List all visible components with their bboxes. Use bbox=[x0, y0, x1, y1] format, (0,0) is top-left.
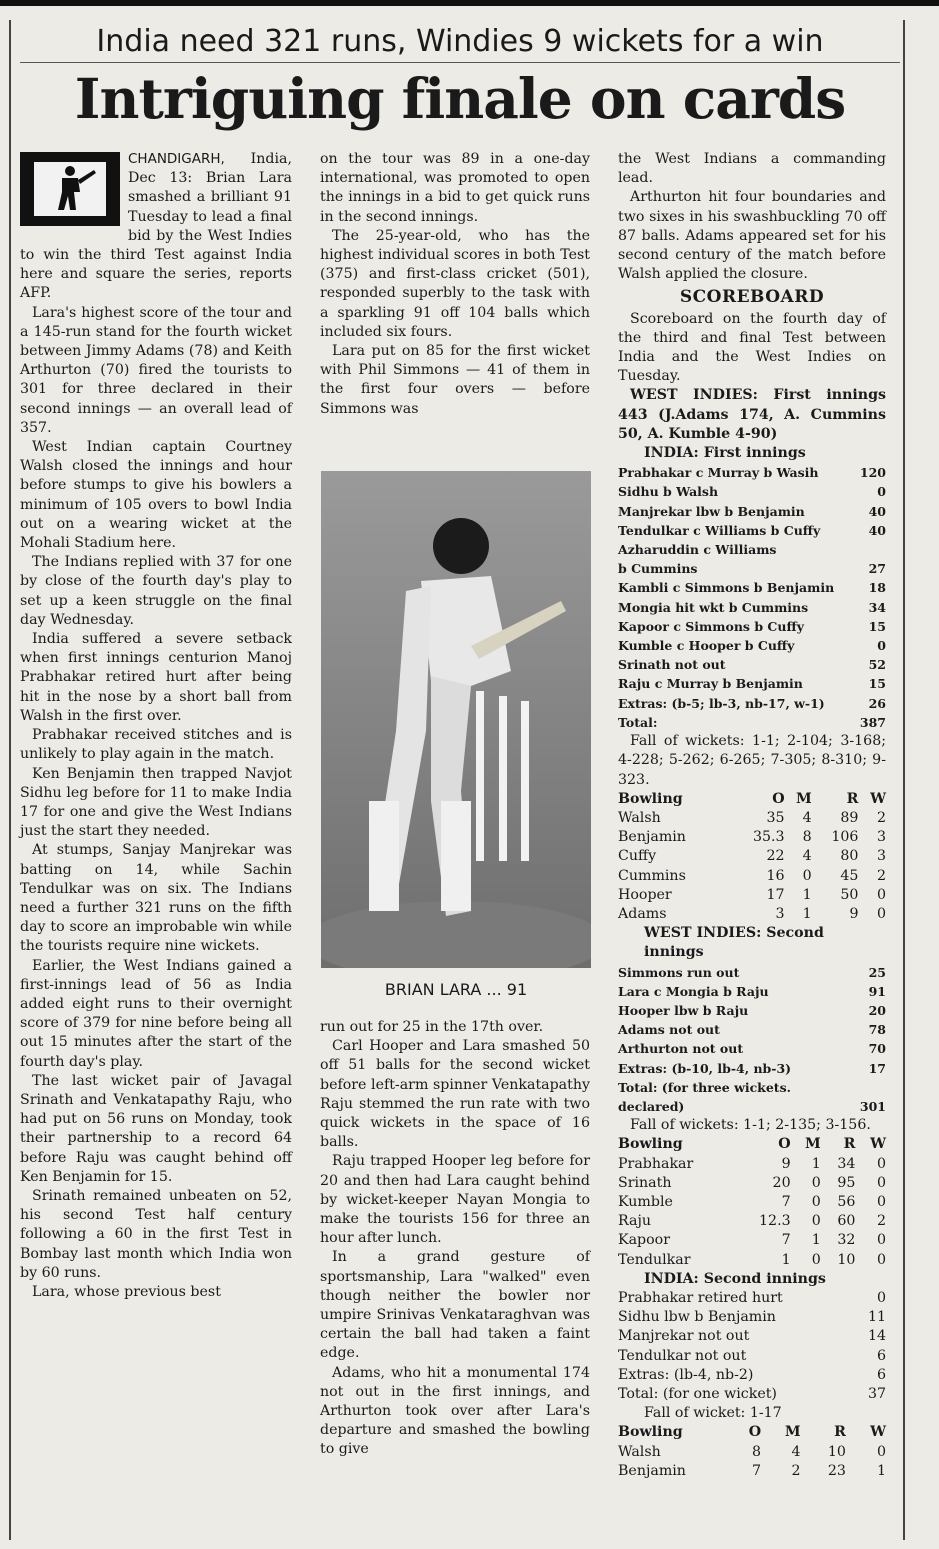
bowling-cell: 1 bbox=[811, 1232, 821, 1249]
bowling-cell: 0 bbox=[876, 1193, 886, 1210]
fall-of-wickets: Fall of wickets: 1-1; 2-104; 3-168; 4-228; 5-262; 6-265; 7-305; 8-310; 9-323. bbox=[618, 733, 886, 788]
section-logo bbox=[20, 152, 120, 226]
runs: 20 bbox=[868, 1002, 886, 1018]
batting-row bbox=[618, 674, 886, 693]
bowling-cell: 22 bbox=[766, 848, 785, 865]
paragraph: Earlier, the West Indians gained a first-innings lead of 56 as India added eight runs to their overnight score of 379 for nine before being all out 15 minutes after the start of the fourth day's play. bbox=[20, 957, 292, 1070]
batting-row bbox=[618, 1001, 886, 1020]
bowling-cell: 1 bbox=[802, 886, 812, 903]
paragraph: Arthurton hit four boundaries and two sixes in his swashbuckling 70 off 87 balls. Adams appeared set for his second century of the match before Walsh applied the closure. bbox=[618, 189, 886, 283]
dateline: CHANDIGARH, bbox=[128, 151, 225, 167]
bowling-row bbox=[618, 1174, 886, 1193]
batsman-entry: Azharuddin c Williams bbox=[618, 542, 777, 558]
runs: 15 bbox=[868, 618, 886, 634]
batsman-entry: declared) bbox=[618, 1098, 685, 1114]
batting-row bbox=[618, 482, 886, 501]
bowling-cell: 17 bbox=[766, 886, 785, 903]
paragraph: Lara put on 85 for the first wicket with Phil Simmons — 41 of them in the first four overs — before Simmons was bbox=[320, 343, 590, 417]
runs: 25 bbox=[868, 964, 886, 980]
bowling-row bbox=[618, 828, 886, 847]
runs: 17 bbox=[868, 1060, 886, 1076]
batting-row bbox=[618, 1308, 886, 1327]
wi-bowling-table-2 bbox=[618, 1423, 886, 1481]
bowling-cell: 34 bbox=[837, 1155, 856, 1172]
paragraph: West Indian captain Courtney Walsh closed the innings and hour before stumps to give his bowlers a minimum of 105 overs to bowl India out on a wearing wicket at the Mohali Stadium here. bbox=[20, 439, 292, 552]
paragraph: Srinath remained unbeaten on 52, his second Test half century following a 60 in the first Test in Bombay last month which India won by 60 runs. bbox=[20, 1187, 292, 1281]
bowling-row bbox=[618, 1193, 886, 1212]
batsman-entry: Total: bbox=[618, 714, 658, 730]
bowling-cell: 1 bbox=[802, 905, 812, 922]
batsman-entry: Srinath not out bbox=[618, 657, 726, 673]
runs: 15 bbox=[868, 676, 886, 692]
batsman-entry: Manjrekar lbw b Benjamin bbox=[618, 503, 805, 519]
article-column-3 bbox=[618, 150, 886, 1481]
bowling-row bbox=[618, 1251, 886, 1270]
bowling-row bbox=[618, 847, 886, 866]
batsman-entry: b Cummins bbox=[618, 561, 698, 577]
batting-row bbox=[618, 1078, 886, 1097]
bowling-cell: 8 bbox=[752, 1443, 762, 1460]
bowling-cell: 106 bbox=[831, 829, 859, 846]
paragraph: The Indians replied with 37 for one by close of the fourth day's play to set up a keen struggle on the final day Wednesday. bbox=[20, 554, 292, 628]
top-rule bbox=[0, 0, 939, 6]
batsman-entry: Extras: (b-10, lb-4, nb-3) bbox=[618, 1060, 792, 1076]
bowling-cell: Cuffy bbox=[618, 848, 657, 865]
ind-second-innings-title: INDIA: Second innings bbox=[644, 1270, 826, 1287]
bowling-cell: 0 bbox=[811, 1193, 821, 1210]
kicker-divider bbox=[20, 62, 900, 63]
photo-caption: BRIAN LARA ... 91 bbox=[384, 980, 528, 999]
runs: 0 bbox=[877, 484, 886, 500]
bowling-cell: 35 bbox=[766, 809, 785, 826]
batting-row bbox=[618, 598, 886, 617]
batting-row bbox=[618, 540, 886, 559]
runs: 11 bbox=[867, 1309, 886, 1326]
batsman-entry: Kambli c Simmons b Benjamin bbox=[618, 580, 835, 596]
bowling-cell: Kumble bbox=[618, 1193, 673, 1210]
batting-row bbox=[618, 578, 886, 597]
batsman-entry: Kumble c Hooper b Cuffy bbox=[618, 638, 795, 654]
bowling-cell: 80 bbox=[840, 848, 859, 865]
batting-row bbox=[618, 1327, 886, 1346]
ind-second-innings-card bbox=[618, 1289, 886, 1404]
bowling-header-cell: M bbox=[795, 790, 812, 807]
bowling-row bbox=[618, 809, 886, 828]
bowling-cell: 45 bbox=[840, 867, 859, 884]
wi-second-innings-title: WEST INDIES: Second innings bbox=[644, 925, 824, 961]
bowling-cell: 4 bbox=[802, 848, 812, 865]
bowling-header-cell: W bbox=[870, 1136, 886, 1153]
paragraph: India, Dec 13: Brian Lara smashed a brilliant 91 Tuesday to lead a final bid by the West Indies to win the third Test against India here and square the series, reports AFP. bbox=[20, 151, 292, 302]
bowling-cell: 16 bbox=[766, 867, 785, 884]
batsman-photo-illustration bbox=[321, 471, 591, 968]
bowling-cell: Cummins bbox=[618, 867, 686, 884]
batting-row bbox=[618, 1347, 886, 1366]
batsman-entry: Simmons run out bbox=[618, 964, 740, 980]
bowling-cell: Raju bbox=[618, 1213, 652, 1230]
runs: 6 bbox=[876, 1366, 886, 1383]
ind-first-innings-title: INDIA: First innings bbox=[644, 445, 806, 462]
runs: 40 bbox=[868, 503, 886, 519]
fall-of-wickets: Fall of wickets: 1-1; 2-135; 3-156. bbox=[630, 1117, 871, 1134]
runs: 0 bbox=[876, 1289, 886, 1306]
batting-row bbox=[618, 1039, 886, 1058]
bowling-cell: Walsh bbox=[618, 1443, 661, 1460]
runs: 301 bbox=[859, 1098, 886, 1114]
batsman-entry: Raju c Murray b Benjamin bbox=[618, 676, 803, 692]
bowling-header-row bbox=[618, 790, 886, 809]
paragraph: Prabhakar received stitches and is unlikely to play again in the match. bbox=[20, 727, 292, 763]
batting-row bbox=[618, 559, 886, 578]
batsman-entry: Manjrekar not out bbox=[618, 1328, 750, 1345]
bowling-cell: 95 bbox=[837, 1174, 856, 1191]
batsman-entry: Tendulkar c Williams b Cuffy bbox=[618, 522, 821, 538]
bowling-cell: 0 bbox=[876, 1251, 886, 1268]
bowling-cell: 50 bbox=[840, 886, 859, 903]
bowling-row bbox=[618, 867, 886, 886]
batting-row bbox=[618, 1097, 886, 1116]
bowling-cell: Benjamin bbox=[618, 829, 686, 846]
bowling-cell: 7 bbox=[781, 1232, 791, 1249]
bowling-cell: 60 bbox=[837, 1213, 856, 1230]
bowling-cell: 9 bbox=[781, 1155, 791, 1172]
bowling-cell: 2 bbox=[791, 1462, 801, 1479]
bowling-cell: 2 bbox=[876, 809, 886, 826]
runs: 70 bbox=[868, 1041, 886, 1057]
bowling-header-cell: O bbox=[772, 790, 785, 807]
bowling-cell: 0 bbox=[876, 905, 886, 922]
kicker: India need 321 runs, Windies 9 wickets for a win bbox=[96, 24, 824, 59]
paragraph: The 25-year-old, who has the highest individual scores in both Test (375) and first-class cricket (501), responded superbly to the task with a sparkling 91 off 104 balls which included six fours. bbox=[320, 227, 590, 340]
bowling-cell: 35.3 bbox=[752, 829, 785, 846]
bowling-header-row bbox=[618, 1135, 886, 1154]
batsman-entry: Hooper lbw b Raju bbox=[618, 1002, 749, 1018]
article-column-1 bbox=[20, 150, 292, 1302]
wi-first-innings: WEST INDIES: First innings 443 (J.Adams 174, A. Cummins 50, A. Kumble 4-90) bbox=[618, 387, 886, 442]
bowling-cell: 9 bbox=[849, 905, 859, 922]
runs: 52 bbox=[868, 657, 886, 673]
article-column-2 bbox=[320, 150, 590, 419]
paragraph: The last wicket pair of Javagal Srinath and Venkatapathy Raju, who had put on 56 runs on Monday, took their partnership to a record 64 before Raju was caught behind off Ken Benjamin for 15. bbox=[20, 1072, 292, 1185]
bowling-cell: 0 bbox=[876, 1174, 886, 1191]
paragraph: Raju trapped Hooper leg before for 20 and then had Lara caught behind by wicket-keeper Nayan Mongia to make the tourists 156 for three an hour after lunch. bbox=[320, 1153, 590, 1247]
bowling-header-cell: O bbox=[778, 1136, 791, 1153]
bowling-header-cell: W bbox=[870, 790, 886, 807]
bowling-row bbox=[618, 886, 886, 905]
cricket-batsman-icon bbox=[34, 162, 106, 216]
runs: 26 bbox=[868, 695, 886, 711]
wi-bowling-table bbox=[618, 790, 886, 924]
batsman-entry: Adams not out bbox=[618, 1022, 720, 1038]
paragraph: Ken Benjamin then trapped Navjot Sidhu leg before for 11 to make India 17 for one and give the West Indians just the start they needed. bbox=[20, 765, 292, 840]
bowling-cell: 56 bbox=[837, 1193, 856, 1210]
batting-row bbox=[618, 713, 886, 732]
paragraph: Adams, who hit a monumental 174 not out in the first innings, and Arthurton took over after Lara's departure and smashed the bowling to give bbox=[320, 1364, 590, 1458]
bowling-cell: Walsh bbox=[618, 809, 661, 826]
ind-first-innings-card bbox=[618, 463, 886, 732]
bowling-cell: 10 bbox=[827, 1443, 846, 1460]
bowling-cell: 89 bbox=[840, 809, 859, 826]
bowling-cell: Adams bbox=[618, 905, 667, 922]
bowling-header-row bbox=[618, 1423, 886, 1442]
batsman-entry: Mongia hit wkt b Cummins bbox=[618, 599, 809, 615]
fall-of-wickets: Fall of wicket: 1-17 bbox=[644, 1405, 782, 1422]
batsman-entry: Kapoor c Simmons b Cuffy bbox=[618, 618, 804, 634]
runs: 387 bbox=[859, 714, 886, 730]
bowling-header-cell: O bbox=[748, 1424, 762, 1441]
bowling-cell: 1 bbox=[811, 1155, 821, 1172]
bowling-cell: 0 bbox=[876, 886, 886, 903]
photo-brian-lara bbox=[321, 471, 591, 968]
batsman-entry: Extras: (b-5; lb-3, nb-17, w-1) bbox=[618, 695, 825, 711]
bowling-cell: Srinath bbox=[618, 1174, 672, 1191]
bowling-cell: 1 bbox=[876, 1462, 886, 1479]
bowling-cell: 2 bbox=[876, 867, 886, 884]
bowling-cell: 8 bbox=[802, 829, 812, 846]
runs: 0 bbox=[877, 638, 886, 654]
paragraph: At stumps, Sanjay Manjrekar was batting on 14, while Sachin Tendulkar was on six. The Indians need a further 321 runs on the fifth day to score an improbable win while the tourists require nine wickets. bbox=[20, 842, 292, 955]
bowling-cell: 0 bbox=[811, 1251, 821, 1268]
bowling-cell: 1 bbox=[781, 1251, 791, 1268]
batsman-entry: Tendulkar not out bbox=[618, 1347, 747, 1364]
bowling-header-cell: R bbox=[834, 1424, 846, 1441]
batsman-entry: Total: (for one wicket) bbox=[618, 1386, 777, 1402]
batting-row bbox=[618, 1020, 886, 1039]
batsman-entry: Sidhu lbw b Benjamin bbox=[618, 1309, 776, 1326]
batting-row bbox=[618, 502, 886, 521]
bowling-cell: Kapoor bbox=[618, 1232, 671, 1249]
article-column-2-continued bbox=[320, 1018, 590, 1460]
wi-second-innings-card bbox=[618, 963, 886, 1117]
left-column-rule bbox=[9, 20, 11, 1540]
batting-row bbox=[618, 655, 886, 674]
bowling-row bbox=[618, 1443, 886, 1462]
batsman-entry: Arthurton not out bbox=[618, 1041, 744, 1057]
paragraph: Carl Hooper and Lara smashed 50 off 51 balls for the second wicket before left-arm spinner Venkatapathy Raju stemmed the run rate with two quick wickets in the space of 16 balls. bbox=[320, 1038, 590, 1151]
runs: 27 bbox=[868, 561, 886, 577]
runs: 78 bbox=[868, 1022, 886, 1038]
bowling-row bbox=[618, 1462, 886, 1481]
runs: 6 bbox=[876, 1347, 886, 1364]
runs: 34 bbox=[868, 599, 886, 615]
bowling-cell: 23 bbox=[827, 1462, 846, 1479]
bowling-header-cell: R bbox=[843, 1136, 856, 1153]
bowling-cell: 7 bbox=[752, 1462, 762, 1479]
bowling-header-cell: W bbox=[870, 1424, 886, 1441]
bowling-cell: 3 bbox=[775, 905, 785, 922]
bowling-cell: 3 bbox=[876, 829, 886, 846]
batting-row bbox=[618, 1059, 886, 1078]
bowling-cell: 10 bbox=[837, 1251, 856, 1268]
bowling-header-cell: Bowling bbox=[618, 1424, 683, 1441]
runs: 37 bbox=[867, 1386, 886, 1402]
bowling-cell: 2 bbox=[876, 1213, 886, 1230]
batsman-entry: Prabhakar retired hurt bbox=[618, 1289, 783, 1306]
bowling-cell: 0 bbox=[876, 1232, 886, 1249]
bowling-header-cell: M bbox=[784, 1424, 801, 1441]
headline: Intriguing finale on cards bbox=[74, 66, 846, 131]
bowling-cell: Tendulkar bbox=[618, 1251, 691, 1268]
runs: 14 bbox=[867, 1328, 886, 1345]
batsman-entry: Extras: (lb-4, nb-2) bbox=[618, 1366, 754, 1383]
scoreboard-title: SCOREBOARD bbox=[679, 287, 825, 308]
batsman-entry: Total: (for three wickets. bbox=[618, 1079, 791, 1095]
paragraph: India suffered a severe setback when first innings centurion Manoj Prabhakar retired hurt after being hit in the nose by a short ball from Walsh in the first over. bbox=[20, 631, 292, 724]
bowling-cell: 0 bbox=[802, 867, 812, 884]
bowling-cell: Prabhakar bbox=[618, 1155, 694, 1172]
batting-row bbox=[618, 1385, 886, 1404]
bowling-cell: 0 bbox=[811, 1174, 821, 1191]
bowling-row bbox=[618, 905, 886, 924]
runs: 18 bbox=[868, 580, 886, 596]
batting-row bbox=[618, 694, 886, 713]
paragraph: on the tour was 89 in a one-day international, was promoted to open the innings in a bid to get quick runs in the second innings. bbox=[320, 151, 590, 225]
scoreboard-intro: Scoreboard on the fourth day of the third and final Test between India and the West Indies on Tuesday. bbox=[618, 310, 886, 385]
bowling-cell: 12.3 bbox=[759, 1213, 791, 1230]
runs: 40 bbox=[868, 522, 886, 538]
bowling-header-cell: Bowling bbox=[618, 1136, 683, 1153]
right-column-rule bbox=[903, 20, 905, 1540]
batting-row bbox=[618, 617, 886, 636]
batting-row bbox=[618, 963, 886, 982]
bowling-cell: 4 bbox=[802, 809, 812, 826]
paragraph: run out for 25 in the 17th over. bbox=[320, 1019, 544, 1035]
bowling-cell: 3 bbox=[876, 848, 886, 865]
bowling-cell: 32 bbox=[837, 1232, 856, 1249]
batting-row bbox=[618, 463, 886, 482]
bowling-cell: 4 bbox=[791, 1443, 801, 1460]
runs bbox=[856, 1078, 886, 1097]
paragraph: Lara's highest score of the tour and a 145-run stand for the fourth wicket between Jimmy Adams (78) and Keith Arthurton (70) fired the tourists to 301 for three declared in their second innings — an overall lead of 357. bbox=[20, 304, 292, 436]
bowling-header-cell: R bbox=[846, 790, 859, 807]
ind-bowling-table bbox=[618, 1135, 886, 1269]
batting-row bbox=[618, 636, 886, 655]
batsman-entry: Sidhu b Walsh bbox=[618, 484, 719, 500]
bowling-cell: Hooper bbox=[618, 886, 672, 903]
paragraph: the West Indians a commanding lead. bbox=[618, 151, 886, 187]
batting-row bbox=[618, 982, 886, 1001]
batting-row bbox=[618, 1366, 886, 1385]
paragraph: Lara, whose previous best bbox=[32, 1283, 221, 1300]
bowling-cell: 20 bbox=[772, 1174, 791, 1191]
bowling-row bbox=[618, 1231, 886, 1250]
bowling-cell: 7 bbox=[781, 1193, 791, 1210]
batting-row bbox=[618, 521, 886, 540]
bowling-cell: Benjamin bbox=[618, 1462, 686, 1479]
batting-row bbox=[618, 1289, 886, 1308]
paragraph: In a grand gesture of sportsmanship, Lara "walked" even though neither the bowler nor umpire Srinivas Venkataraghvan was certain the ball had taken a faint edge. bbox=[320, 1249, 590, 1362]
runs: 120 bbox=[859, 465, 886, 481]
bowling-header-cell: Bowling bbox=[618, 790, 683, 807]
bowling-row bbox=[618, 1212, 886, 1231]
bowling-header-cell: M bbox=[805, 1136, 821, 1153]
batsman-entry: Lara c Mongia b Raju bbox=[618, 983, 769, 999]
bowling-cell: 0 bbox=[876, 1155, 886, 1172]
bowling-cell: 0 bbox=[811, 1213, 821, 1230]
batsman-entry: Prabhakar c Murray b Wasih bbox=[618, 465, 819, 481]
bowling-row bbox=[618, 1155, 886, 1174]
runs: 91 bbox=[868, 983, 886, 999]
bowling-cell: 0 bbox=[876, 1443, 886, 1460]
runs bbox=[856, 540, 886, 559]
